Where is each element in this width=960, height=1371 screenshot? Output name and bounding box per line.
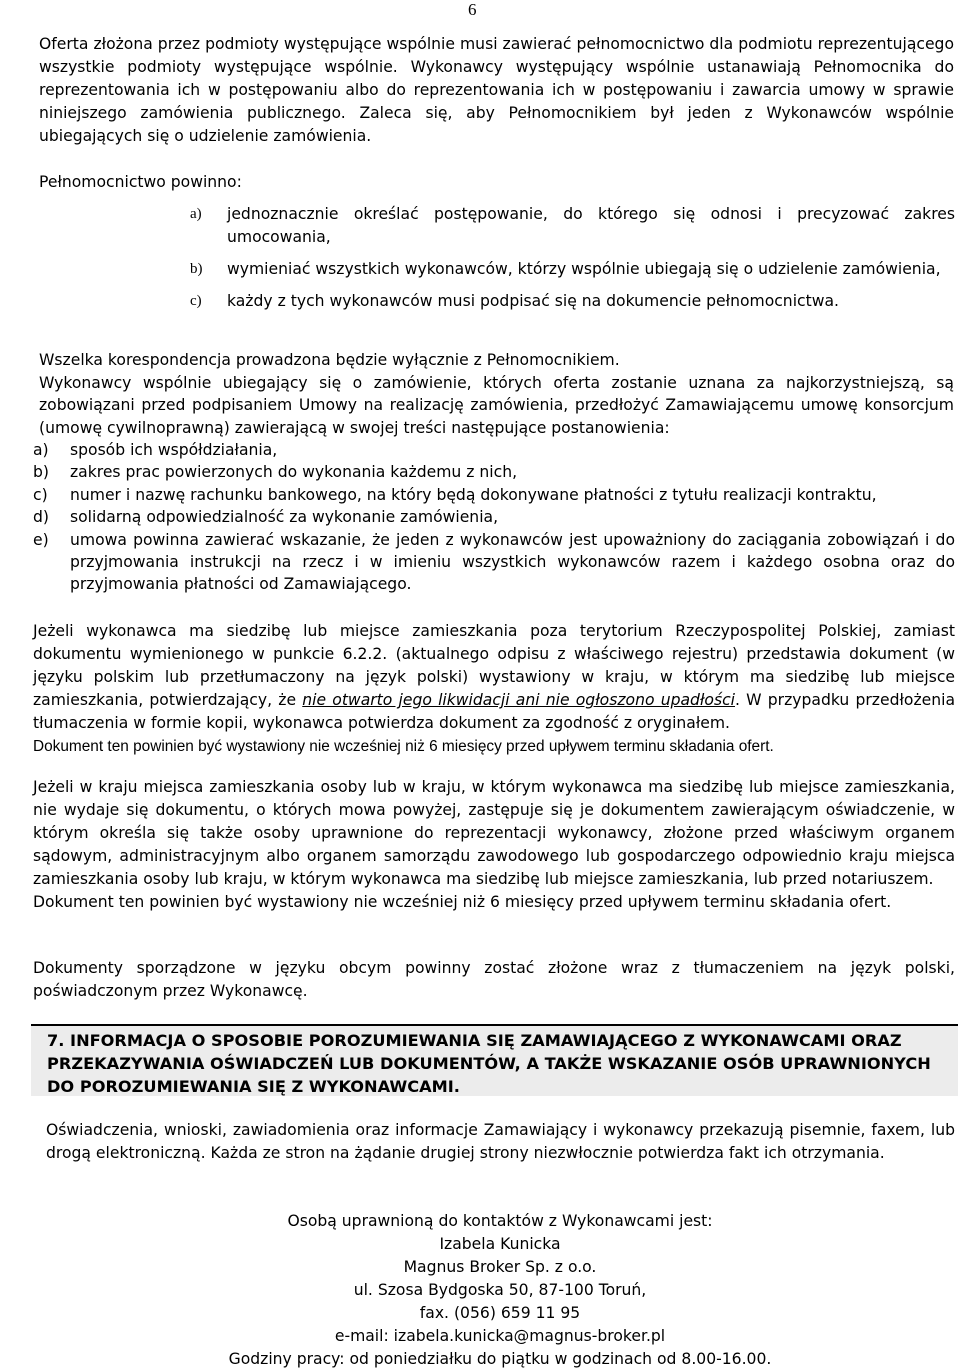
list-item	[33, 484, 955, 506]
list-item-letter: b)	[33, 463, 49, 482]
section-7-heading-box	[31, 1024, 958, 1096]
list-item-text: każdy z tych wykonawców musi podpisać się na dokumencie pełnomocnictwa.	[227, 292, 839, 310]
power-of-attorney-list	[190, 203, 955, 322]
list-item-text: numer i nazwę rachunku bankowego, na który będą dokonywane płatności z tytułu realizacji kontraktu,	[70, 485, 877, 504]
foreign-registry-text: Jeżeli wykonawca ma siedzibę lub miejsce zamieszkania poza terytorium Rzeczypospolitej Polskiej, zamiast dokumentu wymienionego w punkcie 6.2.2. (aktualnego odpisu z właściwego rejestru) przedstawia dokument (w języku polskim lub przetłumaczony na język polski) wystawiony w kraju, w którym ma siedzibę lub miejsce zamieszkania, potwierdzający, że	[33, 622, 955, 709]
paragraph-correspondence: Wszelka korespondencja prowadzona będzie wyłącznie z Pełnomocnikiem.	[39, 351, 620, 369]
no-document-text: Jeżeli w kraju miejsca zamieszkania osoby lub w kraju, w którym wykonawca ma siedzibę lub miejsce zamieszkania, nie wydaje się dokumentu, o których mowa powyżej, zastępuje się je dokumentem zawierającym oświadczenie, w którym określa się także osoby uprawnione do reprezentacji wykonawcy, złożone przed właściwym organem sądowym, administracyjnym albo organem samorządu zawodowego lub gospodarczego odpowiednio kraju miejsca zamieszkania osoby lub kraju, w którym wykonawca ma siedzibę lub miejsce zamieszkania, lub przed notariuszem.	[33, 778, 955, 888]
paragraph-power-should: Pełnomocnictwo powinno:	[39, 173, 242, 191]
list-item-text: jednoznacznie określać postępowanie, do którego się odnosi i precyzować zakres umocowania,	[227, 205, 955, 246]
list-item-text: umowa powinna zawierać wskazanie, że jeden z wykonawców jest upoważniony do zaciągania zobowiązań i do przyjmowania instrukcji na rzecz i w imieniu wszystkich wykonawców razem i każdego osobna oraz do przyjmowania płatności od Zamawiającego.	[70, 530, 955, 594]
list-item-letter: e)	[33, 530, 49, 549]
list-item-text: solidarną odpowiedzialność za wykonanie zamówienia,	[70, 508, 499, 527]
liquidation-clause: nie otwarto jego likwidacji ani nie ogłoszono upadłości	[302, 691, 735, 709]
list-item-text: zakres prac powierzonych do wykonania każdemu z nich,	[70, 463, 518, 482]
contact-address: ul. Szosa Bydgoska 50, 87-100 Toruń,	[353, 1281, 647, 1299]
document-validity-note-2: Dokument ten powinien być wystawiony nie wcześniej niż 6 miesięcy przed upływem terminu składania ofert.	[33, 893, 892, 911]
list-item	[33, 529, 955, 596]
list-item-text: sposób ich współdziałania,	[70, 441, 278, 459]
paragraph-foreign-language: Dokumenty sporządzone w języku obcym powinny zostać złożone wraz z tłumaczeniem na język polski, poświadczonym przez Wykonawcę.	[33, 959, 955, 1000]
list-item-letter: b)	[190, 261, 203, 277]
list-item	[190, 258, 955, 281]
contact-intro: Osobą uprawnioną do kontaktów z Wykonawcami jest:	[287, 1212, 713, 1230]
list-item	[33, 506, 955, 528]
foreign-registry-text-cont: . W przypadku przedłożenia tłumaczenia w formie kopii, wykonawca potwierdza dokument za zgodność z oryginałem.	[33, 691, 955, 732]
section-7-heading: 7. INFORMACJA O SPOSOBIE POROZUMIEWANIA SIĘ ZAMAWIAJĄCEGO Z WYKONAWCAMI ORAZ PRZEKAZYWANIA OŚWIADCZEŃ LUB DOKUMENTÓW, A TAKŻE WSKAZANIE OSÓB UPRAWNIONYCH DO POROZUMIEWANIA SIĘ Z WYKONAWCAMI.	[47, 1031, 931, 1096]
list-item-letter: c)	[33, 485, 48, 504]
list-item-letter: d)	[33, 508, 49, 527]
list-item-letter: c)	[190, 293, 202, 309]
contact-fax: fax. (056) 659 11 95	[419, 1304, 581, 1322]
paragraph-consortium-power: Oferta złożona przez podmioty występujące wspólnie musi zawierać pełnomocnictwo dla podmiotu reprezentującego wszystkie podmioty występujące wspólnie. Wykonawcy występujący wspólnie ustanawiają Pełnomocnika do reprezentowania ich w postępowaniu albo do reprezentowania ich w postępowaniu i zawarcia umowy w sprawie niniejszego zamówienia publicznego. Zaleca się, aby Pełnomocnikiem był jeden z Wykonawców wspólnie ubiegających się o udzielenie zamówienia.	[39, 35, 954, 145]
list-item	[190, 290, 955, 313]
paragraph-foreign-registry	[33, 620, 955, 758]
contact-hours: Godziny pracy: od poniedziałku do piątku w godzinach od 8.00-16.00.	[228, 1350, 772, 1368]
contact-block	[200, 1210, 800, 1371]
list-item	[190, 203, 955, 249]
list-item-letter: a)	[190, 206, 202, 222]
contact-email: e-mail: izabela.kunicka@magnus-broker.pl	[334, 1327, 666, 1345]
contact-company: Magnus Broker Sp. z o.o.	[403, 1258, 597, 1276]
paragraph-communication: Oświadczenia, wnioski, zawiadomienia oraz informacje Zamawiający i wykonawcy przekazują pisemnie, faxem, lub drogą elektroniczną. Każda ze stron na żądanie drugiej strony niezwłocznie potwierdza fakt ich otrzymania.	[46, 1121, 955, 1162]
list-item	[33, 439, 955, 461]
contact-name: Izabela Kunicka	[439, 1235, 561, 1253]
document-validity-note: Dokument ten powinien być wystawiony nie wcześniej niż 6 miesięcy przed upływem terminu składania ofert.	[33, 738, 774, 755]
page-number: 6	[468, 0, 477, 19]
consortium-provisions-list	[33, 439, 955, 596]
list-item-text: wymieniać wszystkich wykonawców, którzy wspólnie ubiegają się o udzielenie zamówienia,	[227, 260, 941, 278]
list-item-letter: a)	[33, 441, 49, 459]
paragraph-no-document	[33, 776, 955, 914]
list-item	[33, 461, 955, 483]
paragraph-consortium-agreement: Wykonawcy wspólnie ubiegający się o zamówienie, których oferta zostanie uznana za najkorzystniejszą, są zobowiązani przed podpisaniem Umowy na realizację zamówienia, przedłożyć Zamawiającemu umowę konsorcjum (umowę cywilnoprawną) zawierającą w swojej treści następujące postanowienia:	[39, 374, 954, 437]
